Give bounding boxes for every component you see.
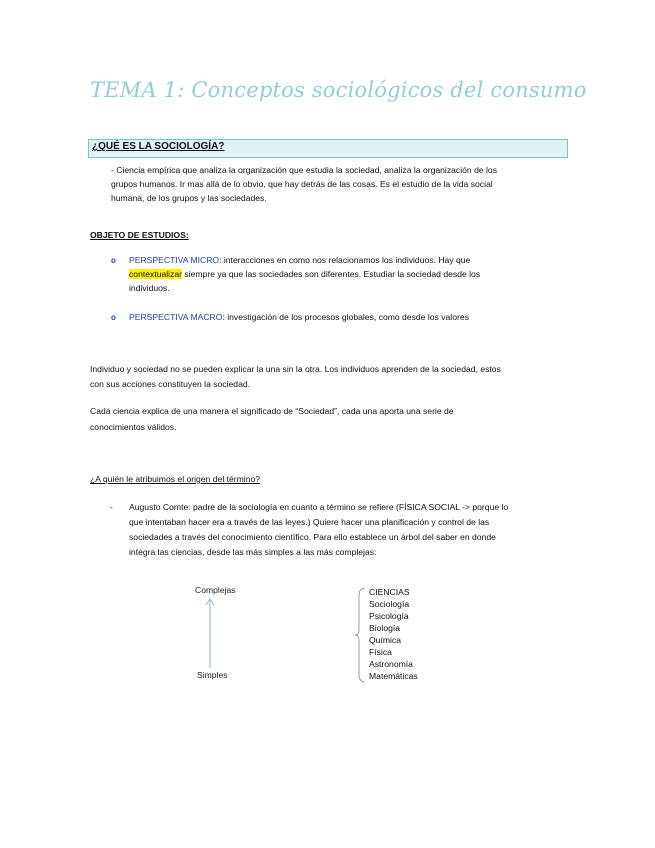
list-item: Matemáticas	[369, 671, 418, 681]
micro-line-2	[129, 267, 480, 281]
page-title: TEMA 1: Conceptos sociológicos del consumo	[90, 78, 587, 102]
paragraph-2-line-2: conocimientos válidos.	[90, 422, 177, 432]
paragraph-1-line-2: con sus acciones constituyen la sociedad.	[90, 379, 251, 389]
micro-line-3: individuos.	[129, 283, 170, 293]
list-item: CIENCIAS	[369, 587, 410, 597]
highlighted-word: contextualizar	[129, 269, 183, 279]
bracket-icon	[355, 586, 367, 684]
micro-text-2: siempre ya que las sociedades son diferentes. Estudiar la sociedad desde los	[182, 269, 481, 279]
diagram-bottom-label: Simples	[197, 670, 228, 680]
list-item: Biología	[369, 623, 401, 633]
section-heading: ¿QUÉ ES LA SOCIOLOGÍA?	[92, 141, 225, 152]
origen-line-2: que intentaban hacer era a través de las leyes.) Quiere hacer una planificación y control de las	[129, 517, 490, 527]
origen-line-4: integra las ciencias, desde las más simples a las más complejas:	[129, 547, 377, 557]
macro-label: PERSPECTIVA MACRO	[129, 312, 223, 322]
sciences-list	[369, 586, 418, 682]
paragraph-2-line-1: Cada ciencia explica de una manera el significado de “Sociedad”, cada una aporta una serie de	[90, 406, 454, 416]
list-item: Física	[369, 647, 392, 657]
origen-line-1: Augusto Comte: padre de la sociología en cuanto a término se refiere (FÍSICA SOCIAL -> porque lo	[129, 502, 509, 512]
list-item: Psicología	[369, 611, 409, 621]
definition-line-3: humana, de los grupos y las sociedades.	[111, 193, 267, 203]
definition-line-2: grupos humanos. Ir mas allá de lo obvio, que hay detrás de las cosas. Es el estudio de la vida social	[111, 179, 493, 189]
list-item: Astronomía	[369, 659, 413, 669]
bullet-circle-icon: o	[111, 313, 116, 322]
up-arrow-icon	[200, 596, 220, 670]
bullet-circle-icon: o	[111, 256, 116, 265]
macro-text: : investigación de los procesos globales, como desde los valores	[222, 312, 469, 322]
diagram-top-label: Complejas	[195, 585, 236, 595]
dash-bullet: -	[110, 502, 113, 512]
origen-line-3: sociedades a través del conocimiento científico. Para ello establece un árbol del saber en donde	[129, 532, 496, 542]
objeto-heading: OBJETO DE ESTUDIOS:	[90, 230, 189, 240]
list-item: Sociología	[369, 599, 410, 609]
definition-line-1: - Ciencia empírica que analiza la organización que estudia la sociedad, analiza la organización de los	[111, 165, 498, 175]
macro-line	[129, 310, 469, 324]
micro-label: PERSPECTIVA MICRO	[129, 255, 220, 265]
micro-line-1	[129, 253, 470, 267]
list-item: Química	[369, 635, 401, 645]
micro-text: : interacciones en como nos relacionamos los individuos. Hay que	[219, 255, 471, 265]
origen-heading: ¿A quién le atribuimos el origen del término?	[90, 474, 261, 484]
paragraph-1-line-1: Individuo y sociedad no se pueden explicar la una sin la otra. Los individuos aprenden de la sociedad, estos	[90, 364, 501, 374]
